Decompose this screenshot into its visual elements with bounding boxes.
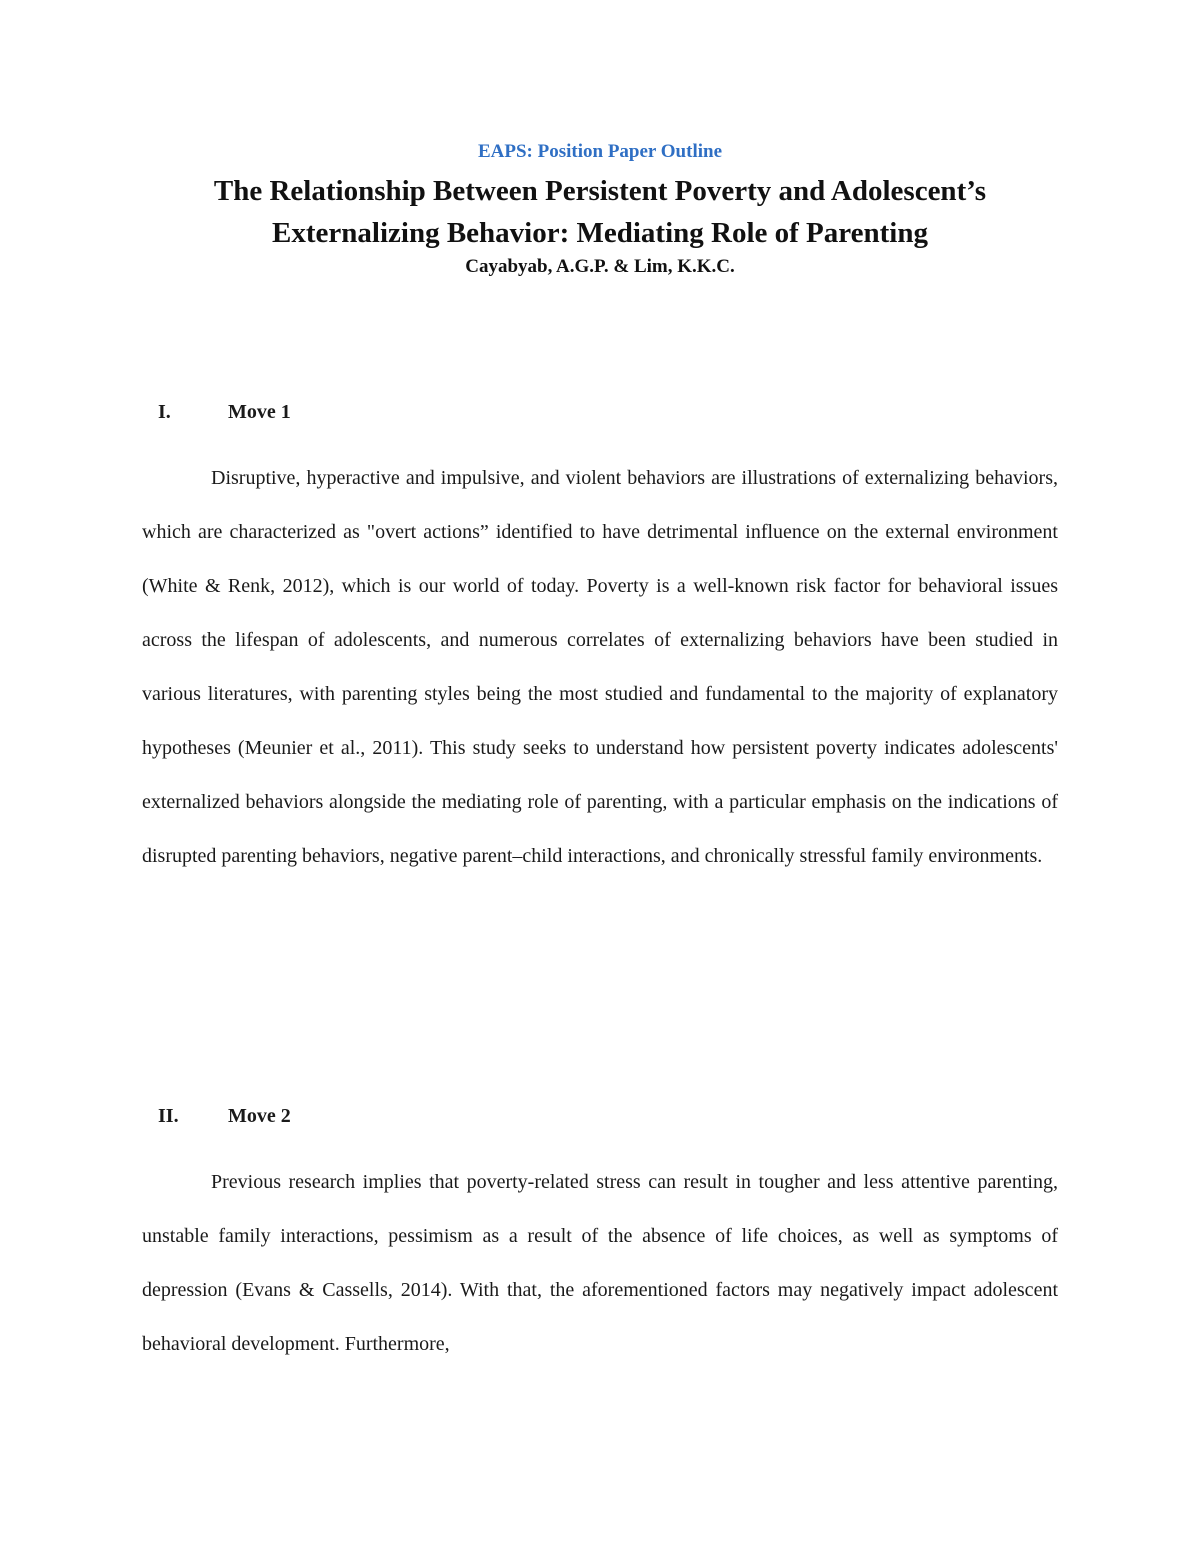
section-numeral: I. <box>158 401 171 423</box>
section-numeral: II. <box>158 1105 179 1127</box>
section-heading <box>142 1101 1058 1131</box>
section-move-1 <box>142 397 1058 903</box>
section-body-paragraph: Disruptive, hyperactive and impulsive, and violent behaviors are illustrations of externalizing behaviors, which are characterized as "overt actions” identified to have detrimental influence on the external environment (White & Renk, 2012), which is our world of today. Poverty is a well-known risk factor for behavioral issues across the lifespan of adolescents, and numerous correlates of externalizing behaviors have been studied in various literatures, with parenting styles being the most studied and fundamental to the majority of explanatory hypotheses (Meunier et al., 2011). This study seeks to understand how persistent poverty indicates adolescents' externalized behaviors alongside the mediating role of parenting, with a particular emphasis on the indications of disrupted parenting behaviors, negative parent–child interactions, and chronically stressful family environments. <box>142 467 1058 867</box>
title-line-2: Externalizing Behavior: Mediating Role of Parenting <box>272 217 928 249</box>
document-title <box>100 170 1100 254</box>
section-title: Move 1 <box>228 401 291 423</box>
document-header-label: EAPS: Position Paper Outline <box>477 141 723 162</box>
section-body-paragraph: Previous research implies that poverty-related stress can result in tougher and less attentive parenting, unstable family interactions, pessimism as a result of the absence of life choices, as well as symptoms of depression (Evans & Cassells, 2014). With that, the aforementioned factors may negatively impact adolescent behavioral development. Furthermore, <box>142 1171 1058 1355</box>
section-title: Move 2 <box>228 1105 291 1127</box>
document-authors: Cayabyab, A.G.P. & Lim, K.K.C. <box>465 256 735 277</box>
title-line-1: The Relationship Between Persistent Poverty and Adolescent’s <box>213 175 987 207</box>
section-move-2 <box>142 1101 1058 1391</box>
section-heading <box>142 397 1058 427</box>
